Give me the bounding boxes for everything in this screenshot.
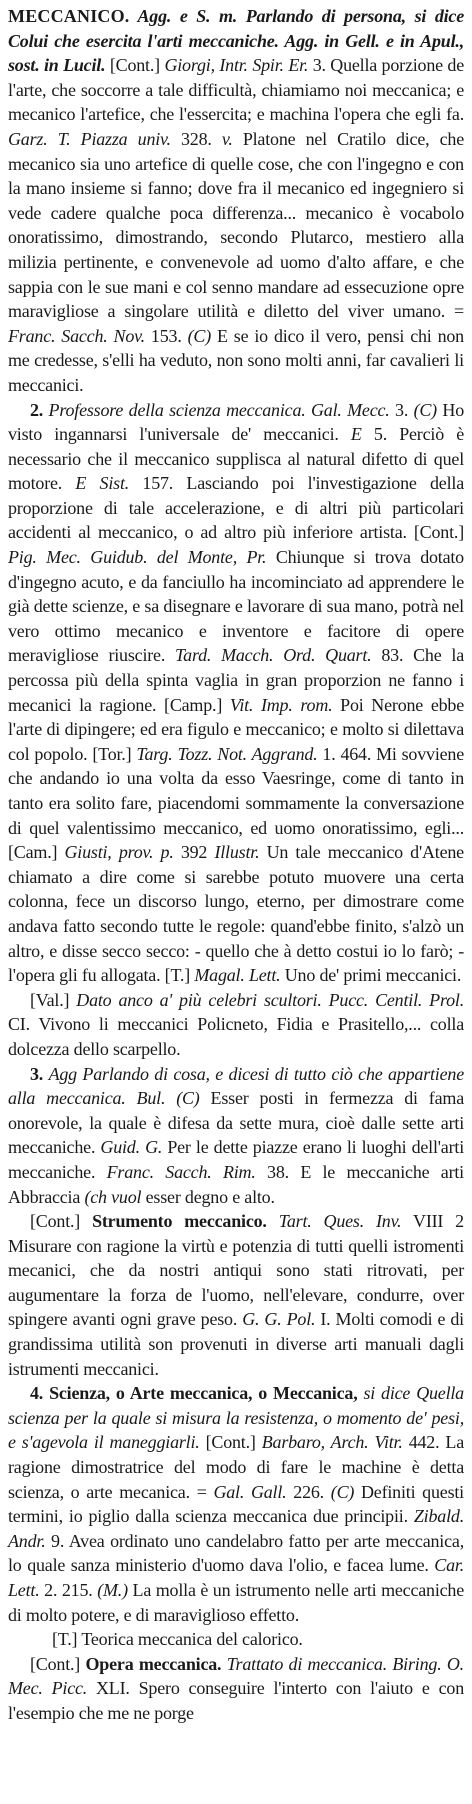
- body-text: 3.: [389, 399, 414, 420]
- italic-text: Pig. Mec. Guidub. del Monte, Pr.: [8, 547, 267, 568]
- body-text: 157. Lasciando poi l'investigazione della proporzione di tale accelerazione, e di altri più particolari accidenti al meccanico, o ad altro più inferiore artista. [Cont.]: [8, 473, 464, 543]
- italic-text: Giorgi, Intr. Spir. Er.: [164, 55, 309, 76]
- italic-text: Barbaro, Arch. Vitr.: [261, 1432, 403, 1453]
- sense-paragraph: [8, 398, 464, 988]
- body-text: 1. 464. Mi sovviene che andando io una volta da esso Vaesringe, come di tanto in tanto era solito fare, piacendomi sommamente la conversazione di quel valentissimo meccanico, ed uomo onoratissimo, egli... [Cam.]: [8, 743, 465, 863]
- italic-text: E: [350, 424, 362, 445]
- italic-text: (C): [176, 1088, 200, 1109]
- body-text: 9. Avea ordinato uno candelabro fatto per arte meccanica, lo quale sanza ministerio d'uomo dava l'olio, e facea lume.: [8, 1530, 464, 1576]
- sense-paragraph: [8, 1381, 464, 1627]
- bold-text: Opera meccanica.: [85, 1653, 222, 1674]
- body-text: XLI. Spero conseguire l'interto con l'aiuto e con l'esempio che me ne porge: [8, 1678, 464, 1723]
- italic-text: Magal. Lett.: [194, 965, 281, 986]
- body-text: Uno de' primi meccanici.: [280, 965, 462, 986]
- body-text: [Cont.]: [105, 55, 165, 76]
- body-text: [267, 1211, 279, 1231]
- italic-text: Tard. Macch. Ord. Quart.: [175, 645, 372, 666]
- body-text: 442. La ragione dimostratrice del modo di fare le machine è detta scienza, o arte mecanica. =: [8, 1432, 464, 1502]
- body-text: [Cont.]: [30, 1653, 86, 1674]
- italic-text: (ch vuol: [84, 1186, 142, 1207]
- italic-text: Agg. e S. m. Parlando di persona, si dice Colui che esercita l'arti meccaniche. Agg. in Gell. e in Apul., sost. in Lucil.: [8, 6, 464, 76]
- italic-text: (C): [330, 1481, 355, 1502]
- body-text: [165, 1088, 176, 1108]
- body-text: I. Molti comodi e di grandissima utilità son provenuti in diverse arti manuali dagli istrumenti meccanici.: [8, 1309, 464, 1379]
- italic-text: E Sist.: [75, 473, 130, 494]
- headword: MECCANICO.: [8, 6, 130, 26]
- body-text: 2. 215.: [39, 1580, 98, 1600]
- body-text: 38. E le meccaniche arti Abbraccia: [8, 1161, 464, 1207]
- bold-text: 2.: [30, 399, 49, 420]
- italic-text: G. G. Pol.: [242, 1309, 316, 1330]
- body-text: 5. Perciò è necessario che il meccanico supplisca al natural difetto di quel motore.: [8, 424, 464, 494]
- italic-text: (C): [413, 399, 437, 420]
- body-text: Platone nel Cratilo dice, che mecanico sia uno artefice di quelle cose, che con l'ingegno e con la mano insieme si fanno; dove fra il mecanico ed ingegniero si vede cadere qualche poca differenza... mecanico è vocabolo onoratissimo, dimostrando, secondo Plutarco, mestiero alla milizia pertinente, e convenevole ad uomo d'alto affare, e che sappia con le sue mani e col senno mandare ad essecuzione opre maravigliose a singolare utilità e diletto del viver umano. =: [8, 128, 464, 322]
- body-text: esser degno e alto.: [141, 1186, 275, 1207]
- body-text: La molla è un istrumento nelle arti meccaniche di molto potere, e di maraviglioso effetto.: [8, 1580, 465, 1625]
- body-text: CI. Vivono li meccanici Policneto, Fidia e Prasitello,... colla dolcezza dello scarpello.: [8, 1014, 464, 1059]
- body-text: 328.: [170, 128, 222, 149]
- italic-text: v.: [221, 128, 233, 149]
- headword-paragraph: [8, 4, 464, 398]
- dictionary-entry-meccanico: [8, 4, 464, 1726]
- italic-text: Targ. Tozz. Not. Aggrand.: [136, 743, 318, 764]
- italic-text: Trattato di meccanica. Biring. O. Mec. Picc.: [8, 1653, 464, 1699]
- body-text: Esser posti in fermezza di fama onorevole, la quale è difesa da sette mura, cioè dalle sette arti meccaniche.: [8, 1088, 464, 1158]
- body-text: E se io dico il vero, pensi chi non me credesse, s'elli ha veduto, non sono molti anni, far cavalieri li meccanici.: [8, 325, 464, 395]
- italic-text: si dice Quella scienza per la quale si misura la resistenza, o momento de' pesi, e s'agevola il maneggiarli.: [8, 1383, 464, 1453]
- italic-text: Franc. Sacch. Nov.: [8, 325, 145, 346]
- sense-paragraph: [8, 1652, 464, 1726]
- body-text: [Cont.]: [199, 1432, 262, 1453]
- italic-text: Car. Lett.: [8, 1555, 464, 1600]
- italic-text: Giusti, prov. p.: [64, 842, 174, 863]
- italic-text: Zibald. Andr.: [8, 1506, 464, 1551]
- body-text: 226.: [286, 1481, 331, 1502]
- bold-text: 4. Scienza, o Arte meccanica, o Meccanica,: [30, 1383, 358, 1404]
- italic-text: Guid. G.: [100, 1137, 163, 1158]
- body-text: [Cont.]: [30, 1211, 93, 1232]
- sense-paragraph: [8, 1062, 464, 1210]
- italic-text: Garz. T. Piazza univ.: [8, 128, 171, 149]
- italic-text: Professore della scienza meccanica. Gal. Mecc.: [48, 399, 390, 420]
- italic-text: Illustr.: [214, 842, 260, 863]
- sense-paragraph: [8, 988, 464, 1062]
- body-text: 83. Che la percossa più della spinta vaglia in gran proporzion ne fanno i mecanici la ragione. [Camp.]: [8, 645, 464, 715]
- body-text: Poi Nerone ebbe l'arte di dipingere; ed era figulo e meccanico; e molto si dilettava col popolo. [Tor.]: [8, 694, 464, 764]
- sense-paragraph: [8, 1627, 464, 1652]
- bold-text: Strumento meccanico.: [92, 1211, 267, 1232]
- body-text: Ho visto ingannarsi l'universale de' meccanici.: [8, 399, 465, 445]
- italic-text: (C): [187, 325, 212, 346]
- body-text: [Val.]: [30, 989, 77, 1010]
- italic-text: Gal. Gall.: [213, 1481, 287, 1502]
- body-text: [T.] Teorica meccanica del calorico.: [52, 1629, 303, 1650]
- body-text: VIII 2 Misurare con ragione la virtù e potenzia di tutti quelli istromenti mecanici, che da nostri antiqui sono stati ritrovati, per augumentare la forza de l'uomo, nell'elevare, condurre, over spingere avanti ogni grave peso.: [8, 1211, 464, 1330]
- italic-text: Vit. Imp. rom.: [229, 694, 333, 715]
- body-text: 153.: [144, 325, 188, 346]
- italic-text: Franc. Sacch. Rim.: [106, 1161, 256, 1182]
- body-text: Per le dette piazze erano li luoghi dell'arti meccaniche.: [8, 1137, 464, 1182]
- italic-text: (M.): [97, 1580, 128, 1600]
- body-text: 392: [173, 842, 215, 863]
- body-text: Definiti questi termini, io piglio dalla scienza meccanica due principii.: [8, 1481, 464, 1527]
- italic-text: Dato anco a' più celebri scultori. Pucc. Centil. Prol.: [76, 989, 464, 1010]
- body-text: 3. Quella porzione de l'arte, che soccorre a tale difficultà, chiamiamo noi meccanica; e mecanico l'artefice, che l'essercita; e machina l'opera che egli fa.: [8, 55, 464, 125]
- body-text: Un tale meccanico d'Atene chiamato a dire come si sarebbe potuto muovere una certa colonna, fece un discorso lungo, eterno, per dimostrare come andava fatto secondo tutte le regole: quand'ebbe finito, s'alzò un altro, e disse secco secco: - quello che à detto costui io lo farò; - l'opera gli fu allogata. [T.]: [8, 842, 464, 986]
- italic-text: Tart. Ques. Inv.: [278, 1211, 402, 1232]
- italic-text: Agg Parlando di cosa, e dicesi di tutto ciò che appartiene alla meccanica. Bul.: [8, 1063, 464, 1109]
- bold-text: 3.: [30, 1063, 49, 1084]
- body-text: Chiunque si trova dotato d'ingegno acuto, e da fanciullo ha incominciato ad apprendere le già dette scienze, e sa disegnare e lavorare di sua mano, potrà nel vero ottimo mecanico e inventore e facitore di opere meravigliose riuscire.: [8, 547, 464, 666]
- sense-paragraph: [8, 1209, 464, 1381]
